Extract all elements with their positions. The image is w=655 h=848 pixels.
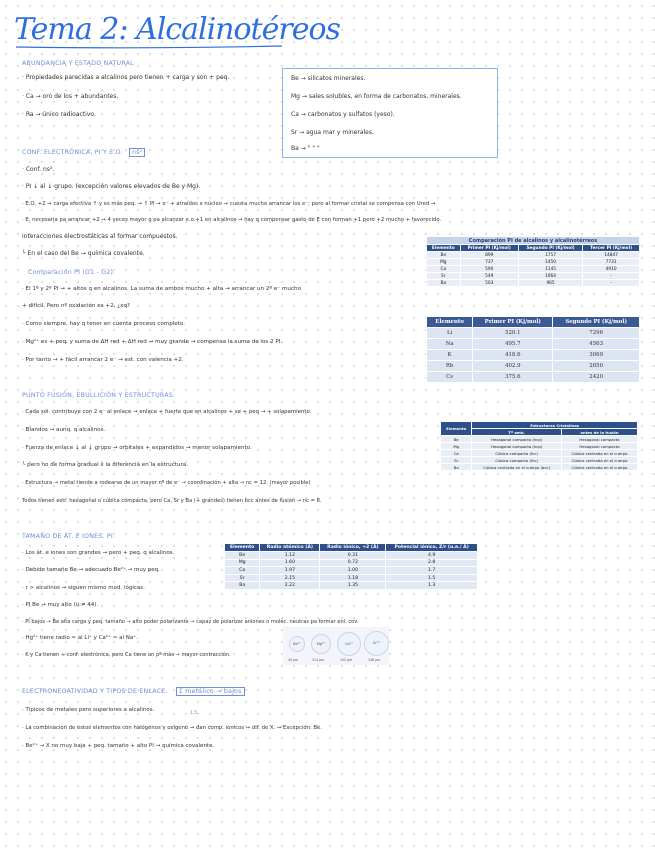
- box-line: Ba → " " ": [291, 145, 320, 152]
- table-cell: -: [583, 273, 640, 280]
- text-line: · Ca → oro de los + abundantes.: [22, 93, 119, 100]
- text-line: Todos tienen estr. hexagonal o cúbica compacta, pero Ca, Sr y Ba (+ grandes) tienen bcc antes de fusión → nc = 8.: [22, 498, 322, 504]
- text-line: · Por tanto → + fácil arrancar 2 e⁻ → est. con valencia +2.: [22, 357, 184, 363]
- table-cell: 1145: [518, 266, 582, 273]
- table-row: [441, 443, 638, 450]
- table-cell: 402.9: [473, 361, 553, 372]
- table-header: Radio atómico (Å): [260, 544, 320, 552]
- table-row: [427, 273, 640, 280]
- table-cell: 549: [460, 273, 518, 280]
- ion-mg-circle: [311, 634, 331, 654]
- table-cell: Mg: [441, 443, 472, 450]
- table-cell: 1.5: [386, 574, 478, 582]
- table-caption: Comparación PI de alcalinos y alcalinotérreos: [427, 237, 640, 245]
- table-cell: 1757: [518, 252, 582, 259]
- ion-size-label: 148 pm: [368, 658, 381, 662]
- text-line: · E.O. +2 → carga efectiva ↑ y es más peq. → ↑ PI → e⁻ + atraídos x núcleo → cuesta mucho arrancar los e⁻; pero al formar cristal se compensa con Ured →: [22, 201, 436, 207]
- table-cell: Ba: [441, 464, 472, 471]
- text-line: · Debido tamaño Be → adecuado Be²⁺ → muy peq.: [22, 567, 160, 573]
- table-row: [225, 559, 478, 567]
- title-underline: [14, 44, 284, 50]
- ion-size-label: 44 pm: [288, 658, 299, 662]
- ion-size-label: 152 pm: [340, 658, 353, 662]
- box-line: Be → silicatos minerales.: [291, 75, 366, 82]
- page-title: Tema 2: Alcalinotéreos: [14, 12, 340, 47]
- table-cell: Cúbica centrada en el cuerpo (bcc): [472, 464, 562, 471]
- table-cell: 4910: [583, 266, 640, 273]
- table-cell: -: [583, 280, 640, 287]
- table-row: [441, 457, 638, 464]
- table-row: [427, 372, 640, 383]
- text-line: · Hg²⁺ tiene radio ≈ al Li⁺ y Ca²⁺ ≈ al Na⁺.: [22, 635, 138, 641]
- table-cell: 375.6: [473, 372, 553, 383]
- table-cell: Cúbica centrada en el cuerpo: [561, 450, 637, 457]
- text-line: · El 1º y 2º PI → + altos q en alcalinos. La suma de ambos mucho + alta → arrancar un 2º e⁻ mucho: [22, 286, 302, 292]
- section-heading-size: TAMAÑO DE ÁT. E IONES. PI.: [22, 533, 116, 540]
- section-heading-text: CONF. ELECTRÓNICA, PI Y E.O.: [22, 149, 123, 156]
- table-header: Segundo PI (Kj/mol): [518, 245, 582, 252]
- alkali-pi-table: [426, 316, 640, 383]
- text-line: · Be²⁺ → X no muy baja + peq. tamaño + alto PI → química covalente.: [22, 743, 215, 749]
- subheading-pi-comparison: Comparación PI (G1 - G2).: [28, 269, 116, 276]
- ion-be-circle: [289, 636, 305, 652]
- text-line: · Estructura → metal tiende a rodearse de un mayor nº de e⁻ → coordinación + alta → nc = 12. (mayor posible): [22, 480, 311, 486]
- text-line: · E. necesaria pa arrancar +2 → 4 veces mayor q pa alcanzar e.o.+1 en alcalinos → hay q compensar gasto de E con forman +1 pero +2 mucho + favorecido.: [22, 217, 442, 223]
- table-cell: Ba: [427, 280, 461, 287]
- table-header: Tercer PI (Kj/mol): [583, 245, 640, 252]
- text-line: · Como siempre, hay q tener en cuenta proceso completo.: [22, 321, 186, 327]
- text-line: interacciones electrostáticas al formar compuestos.: [22, 233, 178, 240]
- table-cell: 14847: [583, 252, 640, 259]
- table-cell: 3069: [553, 350, 640, 361]
- section-heading-text: ELECTRONEGATIVIDAD Y TIPOS DE ENLACE.: [22, 688, 168, 695]
- table-row: [427, 280, 640, 287]
- text-line: · La combinación de estos elementos con halógenos y oxígeno → dan comp. iónicos → dif. de X. → Excepción: Be.: [22, 725, 322, 731]
- ion-ca-circle: [337, 632, 361, 656]
- ion-label: Mg²⁺: [316, 642, 326, 646]
- table-cell: Rb: [427, 361, 473, 372]
- table-cell: 418.6: [473, 350, 553, 361]
- text-line: · Los át. e iones son grandes → pero + peq. q alcalinos.: [22, 550, 175, 556]
- table-row: [427, 328, 640, 339]
- text-line: · Conf. ns².: [22, 166, 55, 173]
- table-cell: 899: [460, 252, 518, 259]
- section-heading-abundance: ABUNDANCIA Y ESTADO NATURAL: [22, 60, 134, 67]
- text-line: · PI bajos → Be alta carga y peq. tamaño → alto poder polarizante → capaz de polarizar aniones o moléc. neutras pa formar enl. cov.: [22, 619, 359, 625]
- table-cell: Be: [427, 252, 461, 259]
- natural-state-box: [282, 68, 498, 158]
- table-header: Potencial iónico, Z/r (u.e./ Å): [386, 544, 478, 552]
- table-cell: Sr: [427, 273, 461, 280]
- text-line: + difícil. Pero nº oxidación es +2, ¿xq?: [22, 303, 130, 309]
- table-row: [225, 552, 478, 560]
- table-cell: 0.31: [320, 552, 386, 560]
- table-header: Elemento: [427, 245, 461, 252]
- table-cell: Hexagonal compacta (hcp): [472, 443, 562, 450]
- table-cell: 495.7: [473, 339, 553, 350]
- table-cell: Cúbica compacta (fcc): [472, 450, 562, 457]
- table-cell: 1.97: [260, 567, 320, 575]
- table-cell: 965: [518, 280, 582, 287]
- table-cell: Cs: [427, 372, 473, 383]
- table-cell: Mg: [225, 559, 260, 567]
- table-row: [427, 350, 640, 361]
- table-cell: 4563: [553, 339, 640, 350]
- table-cell: Cúbica compacta (fcc): [472, 457, 562, 464]
- text-line: · Cada sól. contribuye con 2 e⁻ al enlace → enlace + fuerte que en alcalinos + se + peq → + solapamiento.: [22, 409, 312, 415]
- table-header: Estructuras Cristalinas: [472, 422, 638, 429]
- table-cell: K: [427, 350, 473, 361]
- table-row: [427, 361, 640, 372]
- table-cell: 1.00: [320, 567, 386, 575]
- table-row: [441, 436, 638, 443]
- text-line: · Mg²⁺ es + peq. y suma de ΔH red + ΔH red → muy grande → compensa la suma de los 2 PI.: [22, 339, 283, 345]
- table-cell: 2.15: [260, 574, 320, 582]
- table-row: [225, 574, 478, 582]
- radius-table: [224, 543, 478, 590]
- margin-note: 1,5: [190, 711, 198, 716]
- section-heading-tag: Σ metálico → bajos: [176, 687, 245, 696]
- table-cell: 0.72: [320, 559, 386, 567]
- table-cell: Ba: [225, 582, 260, 590]
- table-cell: Sr: [225, 574, 260, 582]
- table-header: Primer PI (Kj/mol): [473, 317, 553, 328]
- table-cell: 1450: [518, 259, 582, 266]
- table-cell: Ca: [441, 450, 472, 457]
- text-line: · Ra → único radioactivo.: [22, 111, 96, 118]
- table-header: Radio iónico, +2 (Å): [320, 544, 386, 552]
- text-line: · r > alcalinos → siguen mismo mod. lógicas.: [22, 585, 145, 591]
- ion-size-label: 114 pm: [312, 658, 325, 662]
- table-cell: Ca: [225, 567, 260, 575]
- table-header: Elemento: [427, 317, 473, 328]
- text-line: · Propiedades parecidas a alcalinos pero tienen + carga y son + peq.: [22, 74, 230, 81]
- table-cell: Be: [225, 552, 260, 560]
- table-cell: Cúbica centrada en el cuerpo: [561, 464, 637, 471]
- table-cell: 2650: [553, 361, 640, 372]
- box-line: Ca → carbonatos y sulfatos (yeso).: [291, 111, 395, 118]
- table-cell: Na: [427, 339, 473, 350]
- table-cell: 503: [460, 280, 518, 287]
- text-line: · PI ↓ al ↓ grupo. (excepción valores elevados de Be y Mg).: [22, 183, 201, 190]
- text-line: · K y Ca tienen ≈ conf. electrónica, pero Ca tiene un pº más → mayor contracción.: [22, 652, 231, 658]
- table-row: [427, 252, 640, 259]
- table-cell: 1064: [518, 273, 582, 280]
- table-cell: 7731: [583, 259, 640, 266]
- ion-sr-circle: [364, 631, 389, 656]
- table-header: Primer PI (Kj/mol): [460, 245, 518, 252]
- table-cell: 737: [460, 259, 518, 266]
- table-cell: 1.3: [386, 582, 478, 590]
- table-cell: 520.1: [473, 328, 553, 339]
- section-heading-tag: ns²: [129, 148, 145, 157]
- table-header: Segundo PI (Kj/mol): [553, 317, 640, 328]
- table-cell: Hexagonal compacta: [561, 443, 637, 450]
- table-cell: Be: [441, 436, 472, 443]
- table-cell: Hexagonal compacta (hcp): [472, 436, 562, 443]
- table-cell: 1.35: [320, 582, 386, 590]
- text-line: · Blandos → aunq. q alcalinos.: [22, 427, 106, 433]
- ion-label: Sr²⁺: [373, 641, 380, 645]
- table-cell: 2.22: [260, 582, 320, 590]
- table-row: [427, 266, 640, 273]
- table-row: [427, 339, 640, 350]
- text-line: · PI Be → muy alto (ü:≠ 44).: [22, 602, 99, 608]
- ion-size-figure: [283, 627, 389, 665]
- table-cell: Hexagonal compacta: [561, 436, 637, 443]
- table-header: antes de la fusión: [561, 429, 637, 436]
- box-line: Sr → agua mar y minerales.: [291, 129, 374, 136]
- table-row: [441, 464, 638, 471]
- ion-label: Ca²⁺: [345, 642, 353, 646]
- table-cell: Sr: [441, 457, 472, 464]
- table-cell: Cúbica centrada en el cuerpo: [561, 457, 637, 464]
- table-header: Elemento: [225, 544, 260, 552]
- text-line: · Típicos de metales pero superiores a alcalinos.: [22, 707, 155, 713]
- table-header: Tª amb.: [472, 429, 562, 436]
- table-cell: 7296: [553, 328, 640, 339]
- table-cell: 1.12: [260, 552, 320, 560]
- table-cell: 2.8: [386, 559, 478, 567]
- table-cell: 1.60: [260, 559, 320, 567]
- ion-label: Be²⁺: [293, 642, 301, 646]
- text-line: └ pero no de forma gradual x la diferencia en la estructura.: [22, 462, 189, 468]
- box-line: Mg → sales solubles, en forma de carbonatos, minerales.: [291, 93, 462, 100]
- table-cell: 4.9: [386, 552, 478, 560]
- text-line: · Fuerza de enlace ↓ al ↓ grupo → orbitales + expandidos → menor solapamiento.: [22, 445, 252, 451]
- table-row: [225, 582, 478, 590]
- table-row: [441, 450, 638, 457]
- section-heading-melting: PUNTO FUSIÓN, EBULLICIÓN Y ESTRUCTURAS.: [22, 392, 176, 399]
- table-cell: 2420: [553, 372, 640, 383]
- crystal-structure-table: [440, 421, 638, 471]
- table-cell: Ca: [427, 266, 461, 273]
- pi-comparison-table: [426, 236, 640, 287]
- table-cell: Li: [427, 328, 473, 339]
- section-heading-electronegativity: [22, 688, 245, 695]
- table-cell: 1.18: [320, 574, 386, 582]
- table-cell: Mg: [427, 259, 461, 266]
- table-cell: 590: [460, 266, 518, 273]
- text-line: └ En el caso del Be → química covalente.: [22, 250, 145, 257]
- table-row: [225, 567, 478, 575]
- section-heading-electronic-config: [22, 149, 145, 156]
- table-cell: 1.7: [386, 567, 478, 575]
- table-row: [427, 259, 640, 266]
- table-header: Elemento: [441, 422, 472, 436]
